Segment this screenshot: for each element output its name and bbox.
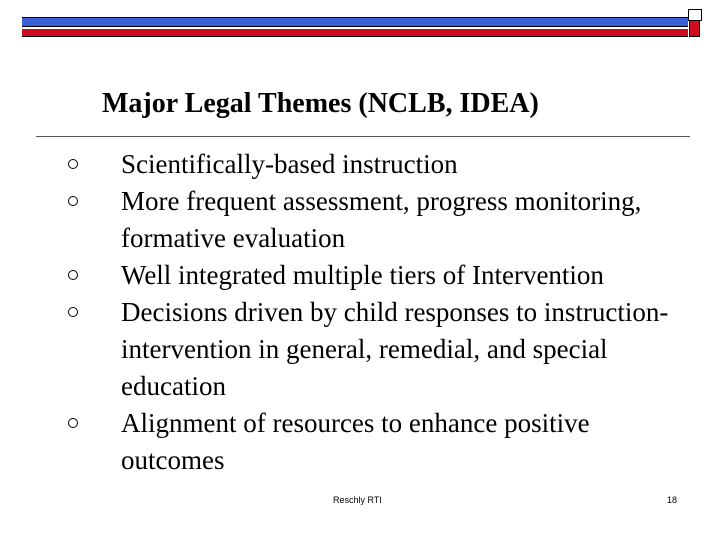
hollow-circle-bullet-icon bbox=[68, 159, 78, 169]
hollow-circle-bullet-icon bbox=[68, 196, 78, 206]
header-corner-stub bbox=[689, 20, 700, 37]
hollow-circle-bullet-icon bbox=[68, 418, 78, 428]
bullet-text: More frequent assessment, progress monitoring, formative evaluation bbox=[121, 186, 642, 253]
hollow-circle-bullet-icon bbox=[68, 307, 78, 317]
header-blue-bar bbox=[22, 17, 688, 27]
bullet-item bbox=[68, 405, 678, 479]
bullet-text: Decisions driven by child responses to instruction-intervention in general, remedial, and special education bbox=[121, 297, 669, 401]
bullet-item bbox=[68, 146, 678, 183]
slide-title: Major Legal Themes (NCLB, IDEA) bbox=[102, 88, 539, 119]
bullet-text: Scientifically-based instruction bbox=[121, 149, 458, 179]
bullet-item bbox=[68, 257, 678, 294]
bullet-text: Alignment of resources to enhance positive outcomes bbox=[121, 408, 590, 475]
footer-label: Reschly RTI bbox=[333, 495, 382, 505]
bullet-text: Well integrated multiple tiers of Intervention bbox=[121, 260, 604, 290]
hollow-circle-bullet-icon bbox=[68, 270, 78, 280]
header-red-bar bbox=[22, 29, 688, 37]
bullet-item bbox=[68, 183, 678, 257]
bullet-item bbox=[68, 294, 678, 405]
title-divider bbox=[36, 136, 690, 137]
page-number: 18 bbox=[667, 495, 678, 505]
bullet-list bbox=[68, 146, 678, 479]
